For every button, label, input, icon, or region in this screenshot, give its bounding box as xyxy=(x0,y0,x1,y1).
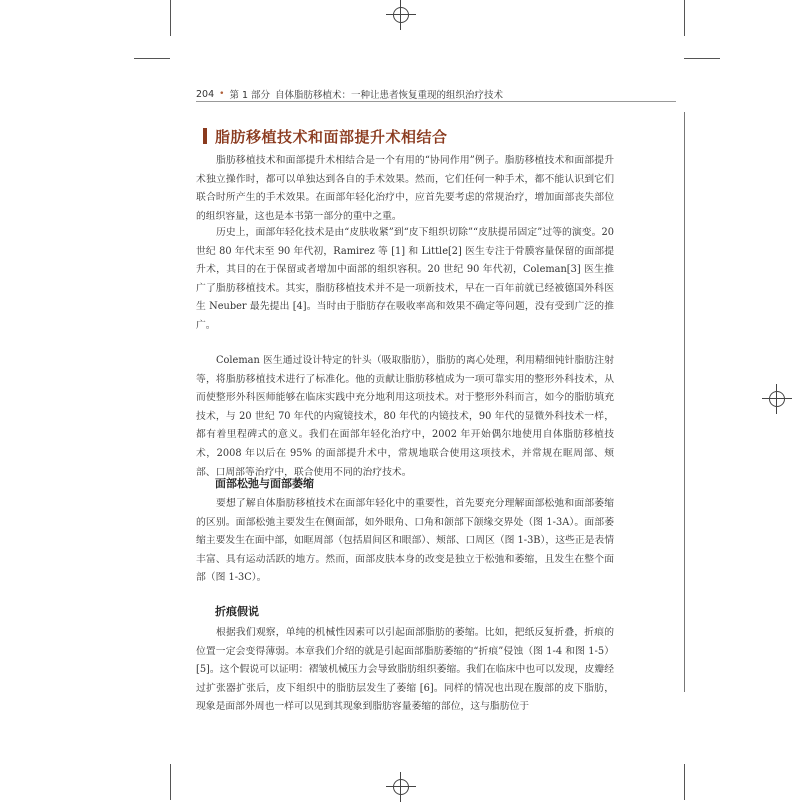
registration-mark-top xyxy=(390,4,412,26)
header-separator: • xyxy=(219,89,225,99)
header-rule xyxy=(196,101,676,102)
book-title: 自体脂肪移植术：一种让患者恢复重现的组织治疗技术 xyxy=(275,90,504,101)
crop-mark xyxy=(684,58,720,59)
crop-mark xyxy=(684,0,685,36)
running-header xyxy=(196,87,676,101)
paragraph: 要想了解自体脂肪移植技术在面部年轻化中的重要性，首先要充分理解面部松弛和面部萎缩的区别。面部松弛主要发生在侧面部，如外眼角、口角和颌部下颌缘交界处（图 1-3A）。面部萎缩主要发生在面中部，如眶周部（包括眉间区和眼部）、颊部、口周区（图 1-3B），这些正是表情丰富、具有运动活跃的地方。然而，面部皮肤本身的改变是独立于松弛和萎缩，且发生在整个面部（图 1-3C）。 xyxy=(196,498,614,584)
paragraph: 根据我们观察，单纯的机械性因素可以引起面部脂肪的萎缩。比如，把纸反复折叠，折痕的位置一定会变得薄弱。本章我们介绍的就是引起面部脂肪萎缩的“折痕”侵蚀（图 1-4 和图 1-5）[5]。这个假说可以证明：褶皱机械压力会导致脂肪组织萎缩。我们在临床中也可以发现，皮瓣经过扩张器扩张后，皮下组织中的脂肪层发生了萎缩 [6]。同样的情况也出现在腹部的皮下脂肪，现象是面部外周也一样可以见到其现象到脂肪容量萎缩的部位，这与脂肪位于 xyxy=(196,627,614,713)
page-number: 204 xyxy=(196,88,215,100)
crop-mark xyxy=(170,764,171,800)
subsection-title: 面部松弛与面部萎缩 xyxy=(215,477,314,490)
crop-mark xyxy=(134,58,170,59)
crop-mark xyxy=(684,112,685,692)
paragraph: 历史上，面部年轻化技术是由“皮肤收紧”到“皮下组织切除”“皮肤提吊固定”过等的演变。20 世纪 80 年代末至 90 年代初，Ramirez 等 [1] 和 Little[2] 医生专注于骨膜容量保留的面部提升术，其目的在于保留或者增加中面部的组织容积。20 世纪 90 年代初，Coleman[3] 医生推广了脂肪移植技术。其实，脂肪移植技术并不是一项新技术，早在一百年前就已经被德国外科医生 Neuber 最先提出 [4]。当时由于脂肪存在吸收率高和效果不确定等问题，没有受到广泛的推广。 xyxy=(196,227,614,331)
crop-mark xyxy=(684,764,685,800)
section-title: 脂肪移植技术和面部提升术相结合 xyxy=(215,128,448,146)
paragraph: Coleman 医生通过设计特定的针头（吸取脂肪），脂肪的离心处理，利用精细钝针脂肪注射等，将脂肪移植技术进行了标准化。他的贡献让脂肪移植成为一项可靠实用的整形外科技术，从而使整形外科医师能够在临床实践中充分地利用这项技术。对于整形外科而言，如今的脂肪填充技术，与 20 世纪 70 年代的内窥镜技术，80 年代的内镜技术，90 年代的显微外科技术一样，都有着里程碑式的意义。我们在面部年轻化治疗中，2002 年开始偶尔地使用自体脂肪移植技术，2008 年以后在 95% 的面部提升术中，常规地联合使用这项技术，并常规在眶周部、颊部、口周部等治疗中，联合使用不同的治疗技术。 xyxy=(196,355,614,478)
part-label: 第 1 部分 xyxy=(229,90,271,101)
registration-mark-right xyxy=(766,388,788,410)
paragraph: 脂肪移植技术和面部提升术相结合是一个有用的“协同作用”例子。脂肪移植技术和面部提升术独立操作时，都可以单独达到各自的手术效果。然而，它们任何一种手术，都不能认识到它们联合时所产生的手术效果。在面部年轻化治疗中，应首先要考虑的常规治疗，增加面部丧失部位的组织容量，这也是本书第一部分的重中之重。 xyxy=(196,155,614,222)
subsection-title: 折痕假说 xyxy=(215,605,259,618)
crop-mark xyxy=(170,0,171,36)
registration-mark-bottom xyxy=(390,776,412,798)
